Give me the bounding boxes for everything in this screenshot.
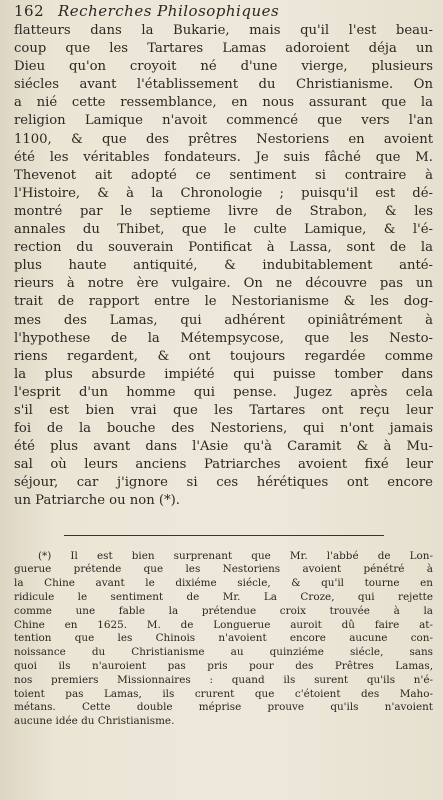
text-line: Thevenot ait adopté ce sentiment si contraire à — [14, 167, 433, 183]
footnote-line: (*) Il est bien surprenant que Mr. l'abbé de Lon- — [38, 549, 433, 562]
text-line: séjour, car j'ignore si ces hérétiques ont encore — [14, 475, 433, 491]
footnote-line: quoi ils n'auroient pas pris pour des Prêtres Lamas, — [14, 659, 433, 672]
text-line: rieurs à notre ère vulgaire. On ne découvre pas un — [14, 276, 433, 292]
page-header — [14, 2, 433, 22]
text-line: l'Histoire, & à la Chronologie ; puisqu'il est dé- — [14, 185, 433, 201]
running-title: Recherches Philosophiques — [58, 2, 280, 20]
text-line: rection du souverain Pontificat à Lassa, sont de la — [14, 240, 433, 256]
text-line: trait de rapport entre le Nestorianisme & les dog- — [14, 294, 433, 310]
text-line: 1100, & que des prêtres Nestoriens en avoient — [14, 131, 433, 147]
footnote-line: tention que les Chinois n'avoient encore aucune con- — [14, 632, 433, 645]
text-line: un Patriarche ou non (*). — [14, 493, 181, 509]
text-line: Dieu qu'on croyoit né d'une vierge, plusieurs — [14, 59, 433, 75]
footnote-line: la Chine avant le dixiéme siécle, & qu'il tourne en — [14, 577, 433, 590]
footnote-line: guerue prétende que les Nestoriens avoient pénétré à — [14, 563, 433, 576]
text-line: a nié cette ressemblance, en nous assurant que la — [14, 95, 433, 111]
text-line: mes des Lamas, qui adhérent opiniâtrément à — [14, 312, 433, 328]
footnote-divider — [64, 535, 384, 536]
text-line: l'hypothese de la Métempsycose, que les Nesto- — [14, 330, 433, 346]
text-line: été plus avant dans l'Asie qu'à Caramit & à Mu- — [14, 439, 433, 455]
text-line: montré par le septieme livre de Strabon, & les — [14, 203, 433, 219]
footnote-line: nos premiers Missionnaires : quand ils surent qu'ils n'é- — [14, 673, 433, 686]
text-line: s'il est bien vrai que les Tartares ont reçu leur — [14, 402, 433, 418]
footnote-line: aucune idée du Christianisme. — [14, 715, 175, 728]
footnote-line: métans. Cette double méprise prouve qu'ils n'avoient — [14, 701, 433, 714]
page-number: 162 — [14, 2, 45, 20]
text-line: siécles avant l'établissement du Christianisme. On — [14, 77, 433, 93]
text-line: coup que les Tartares Lamas adoroient déja un — [14, 41, 433, 57]
text-line: sal où leurs anciens Patriarches avoient fixé leur — [14, 457, 433, 473]
footnote-line: comme une fable la prétendue croix trouvée à la — [14, 604, 433, 617]
text-line: été les véritables fondateurs. Je suis fâché que M. — [14, 149, 433, 165]
footnote — [14, 550, 433, 729]
main-text — [14, 22, 433, 511]
text-line: annales du Thibet, que le culte Lamique, & l'é- — [14, 222, 433, 238]
footnote-line: Chine en 1625. M. de Longuerue auroit dû faire at- — [14, 618, 433, 631]
footnote-line: toient pas Lamas, ils crurent que c'étoient des Maho- — [14, 687, 433, 700]
text-line: religion Lamique n'avoit commencé que vers l'an — [14, 113, 433, 129]
footnote-line: noissance du Christianisme au quinziéme siécle, sans — [14, 646, 433, 659]
footnote-line: ridicule le sentiment de Mr. La Croze, qui rejette — [14, 590, 433, 603]
text-line: flatteurs dans la Bukarie, mais qu'il l'est beau- — [14, 23, 433, 38]
text-line: plus haute antiquité, & indubitablement anté- — [14, 258, 433, 274]
text-line: riens regardent, & ont toujours regardée comme — [14, 348, 433, 364]
text-line: foi de la bouche des Nestoriens, qui n'ont jamais — [14, 421, 433, 437]
text-line: la plus absurde impiété qui puisse tomber dans — [14, 366, 433, 382]
text-line: l'esprit d'un homme qui pense. Jugez après cela — [14, 384, 433, 400]
